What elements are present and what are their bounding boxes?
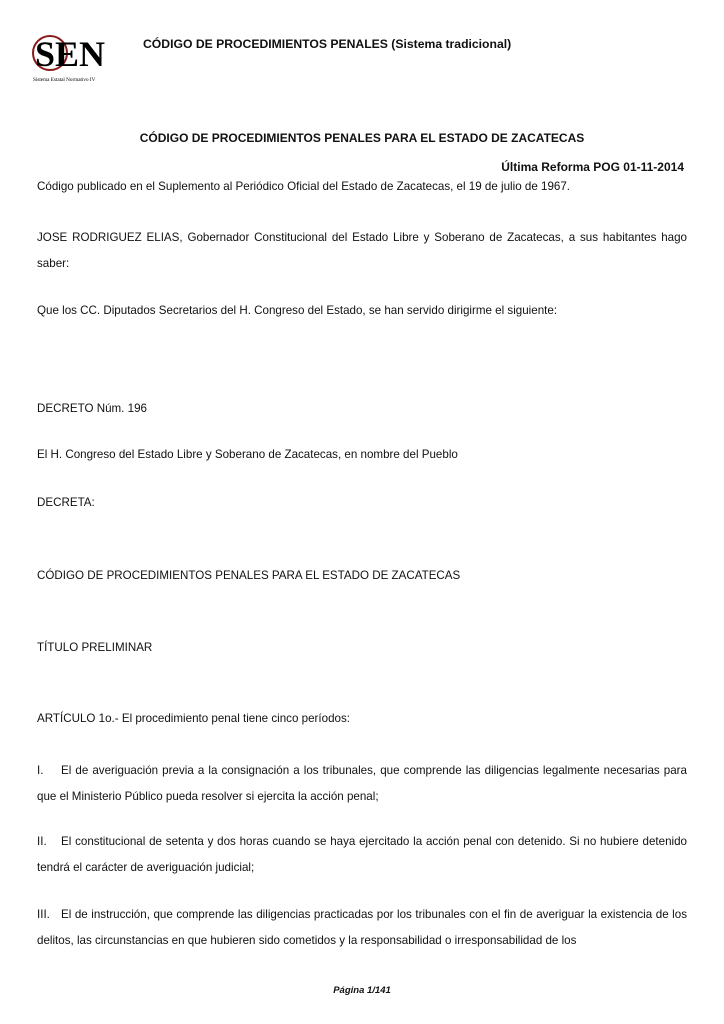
code-title: CÓDIGO DE PROCEDIMIENTOS PENALES PARA EL ESTADO DE ZACATECAS bbox=[37, 569, 461, 582]
header-title: CÓDIGO DE PROCEDIMIENTOS PENALES (Sistema tradicional) bbox=[143, 37, 512, 51]
document-title: CÓDIGO DE PROCEDIMIENTOS PENALES PARA EL ESTADO DE ZACATECAS bbox=[139, 131, 585, 145]
logo-subtitle: Sistema Estatal Normativo IV bbox=[33, 77, 96, 83]
decree-number: DECRETO Núm. 196 bbox=[37, 402, 147, 415]
list-item-text: El constitucional de setenta y dos horas cuando se haya ejercitado la acción penal con detenido. Si no hubiere detenido tendrá el carácter de averiguación judicial; bbox=[37, 835, 687, 874]
list-item-number: III. bbox=[37, 908, 50, 921]
list-item-number: I. bbox=[37, 764, 44, 777]
list-item bbox=[37, 902, 687, 954]
sen-logo bbox=[30, 32, 122, 84]
last-reform-label: Última Reforma POG 01-11-2014 bbox=[501, 160, 684, 174]
governor-paragraph: JOSE RODRIGUEZ ELIAS, Gobernador Constitucional del Estado Libre y Soberano de Zacatecas, a sus habitantes hago saber: bbox=[37, 231, 687, 270]
list-item bbox=[37, 829, 687, 881]
logo-text: SEN bbox=[35, 34, 106, 74]
congress-paragraph: El H. Congreso del Estado Libre y Soberano de Zacatecas, en nombre del Pueblo bbox=[37, 448, 458, 461]
list-item-number: II. bbox=[37, 835, 47, 848]
publication-note: Código publicado en el Suplemento al Periódico Oficial del Estado de Zacatecas, el 19 de julio de 1967. bbox=[37, 180, 571, 193]
deputies-paragraph: Que los CC. Diputados Secretarios del H. Congreso del Estado, se han servido dirigirme el siguiente: bbox=[37, 304, 558, 317]
list-item-text: El de instrucción, que comprende las diligencias practicadas por los tribunales con el fin de averiguar la existencia de los delitos, las circunstancias en que hubieren sido cometidos y la responsabilidad o irresponsabilidad de los bbox=[37, 908, 687, 947]
page-number: Página 1/141 bbox=[333, 985, 391, 996]
article-1-heading: ARTÍCULO 1o.- El procedimiento penal tiene cinco períodos: bbox=[37, 712, 350, 725]
list-item bbox=[37, 758, 687, 810]
title-preliminar-heading: TÍTULO PRELIMINAR bbox=[37, 641, 153, 654]
decreta-heading: DECRETA: bbox=[37, 496, 95, 509]
sen-logo-graphic bbox=[30, 32, 122, 84]
list-item-text: El de averiguación previa a la consignación a los tribunales, que comprende las diligencias legalmente necesarias para que el Ministerio Público pueda resolver si ejercita la acción penal; bbox=[37, 764, 687, 803]
